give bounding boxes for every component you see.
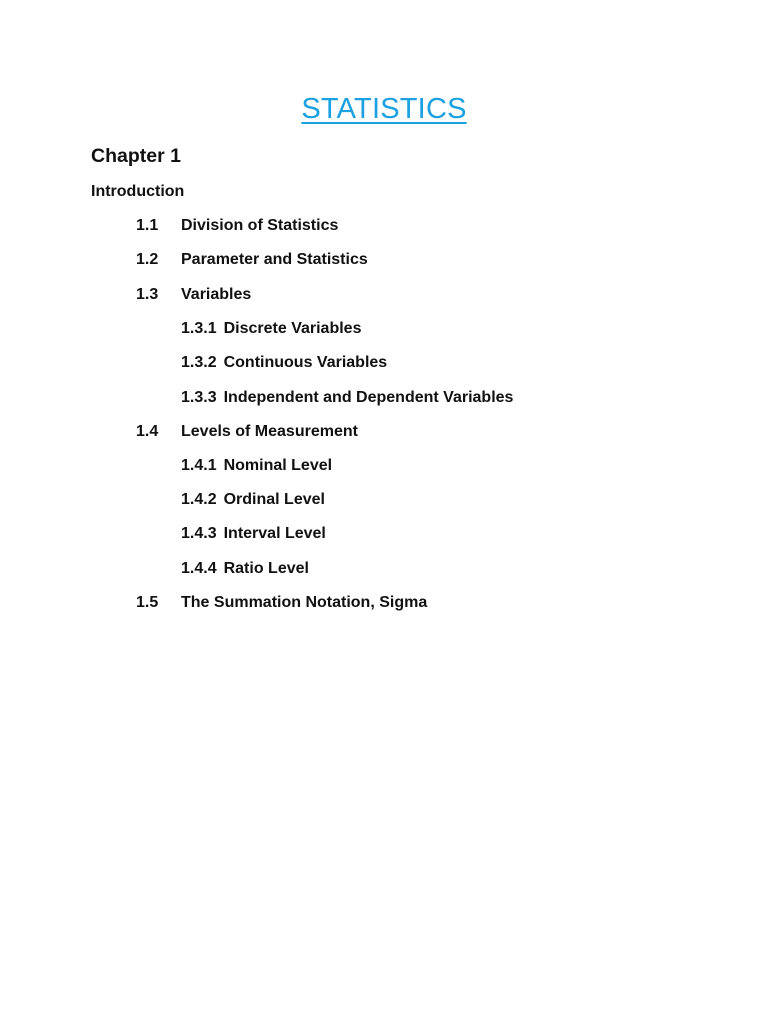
subsection-title: Ordinal Level: [223, 491, 325, 508]
toc-subsection-1-4-3: [181, 525, 326, 543]
subsection-number: 1.3.2: [181, 354, 217, 371]
introduction-heading: Introduction: [91, 183, 185, 200]
section-number: 1.4: [136, 423, 159, 440]
toc-subsection-1-4-2: [181, 491, 325, 509]
subsection-number: 1.4.4: [181, 560, 217, 577]
section-title: Division of Statistics: [181, 217, 339, 234]
subsection-title: Nominal Level: [223, 457, 333, 474]
document-title: STATISTICS: [301, 93, 467, 125]
chapter-heading: Chapter 1: [91, 145, 181, 167]
subsection-number: 1.4.2: [181, 491, 217, 508]
section-number: 1.5: [136, 594, 159, 611]
subsection-number: 1.3.1: [181, 320, 217, 337]
section-number: 1.1: [136, 217, 159, 234]
section-number: 1.3: [136, 286, 159, 303]
subsection-title: Discrete Variables: [223, 320, 362, 337]
subsection-title: Continuous Variables: [223, 354, 388, 371]
subsection-title: Ratio Level: [223, 560, 309, 577]
toc-subsection-1-4-4: [181, 560, 309, 578]
toc-subsection-1-4-1: [181, 457, 332, 475]
subsection-title: Interval Level: [223, 525, 326, 542]
toc-subsection-1-3-3: [181, 389, 513, 407]
subsection-number: 1.4.3: [181, 525, 217, 542]
section-title: The Summation Notation, Sigma: [181, 594, 428, 611]
subsection-number: 1.4.1: [181, 457, 217, 474]
section-title: Parameter and Statistics: [181, 251, 368, 268]
subsection-number: 1.3.3: [181, 389, 217, 406]
toc-subsection-1-3-1: [181, 320, 361, 338]
section-title: Levels of Measurement: [181, 423, 358, 440]
section-title: Variables: [181, 286, 252, 303]
subsection-title: Independent and Dependent Variables: [223, 389, 514, 406]
toc-subsection-1-3-2: [181, 354, 387, 372]
section-number: 1.2: [136, 251, 159, 268]
